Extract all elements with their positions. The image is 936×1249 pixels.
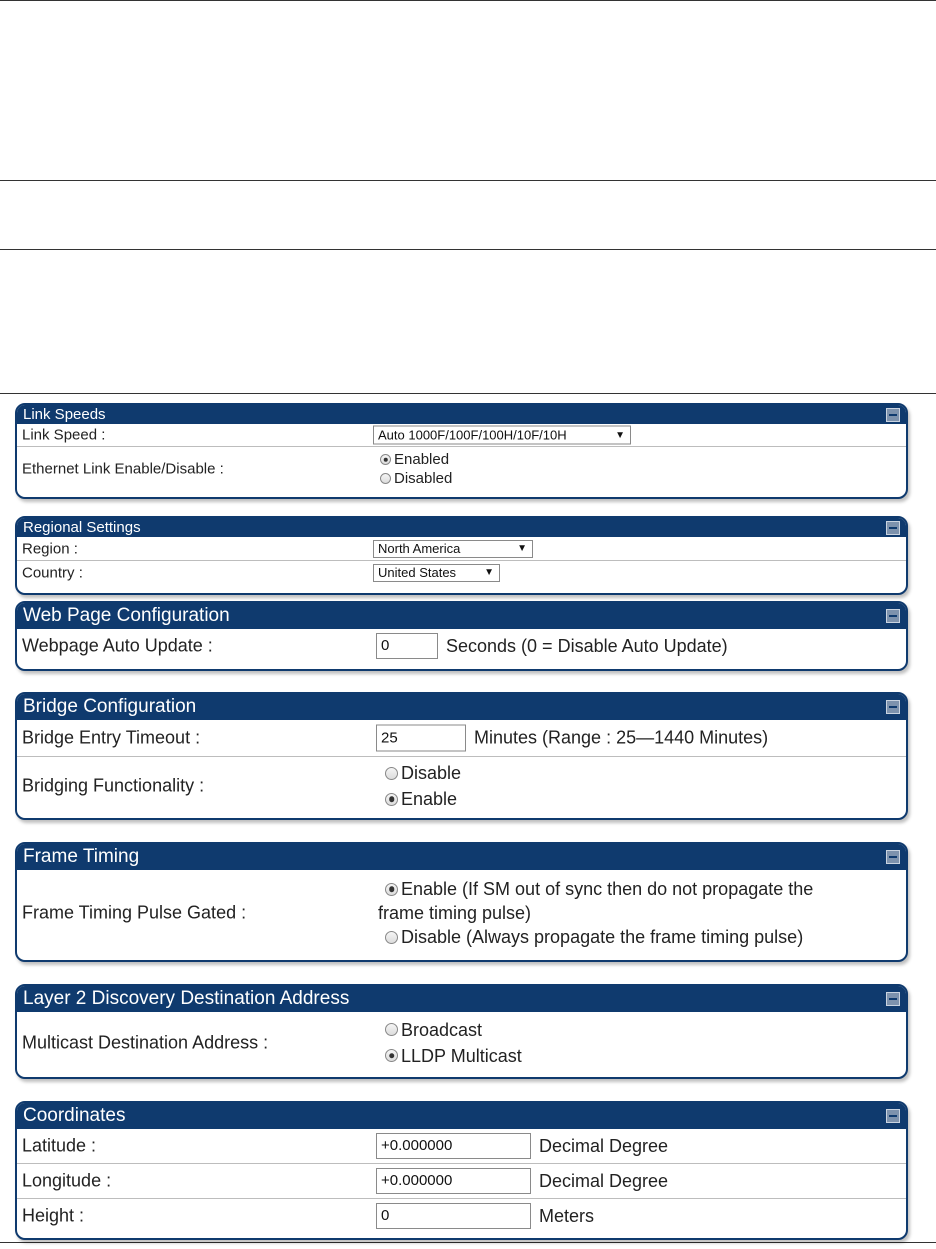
frame-timing-label: Frame Timing Pulse Gated :	[22, 902, 247, 923]
link-speed-row	[17, 424, 906, 447]
bridge-timeout-unit: Minutes (Range : 25—1440 Minutes)	[474, 727, 769, 748]
ethernet-link-row	[17, 447, 906, 491]
height-label: Height :	[22, 1205, 85, 1226]
panel-title: Link Speeds	[23, 406, 106, 423]
ethernet-disabled-radio[interactable]	[380, 469, 452, 488]
auto-update-label: Webpage Auto Update :	[22, 635, 213, 656]
divider	[0, 1242, 936, 1243]
radio-unchecked-icon	[380, 473, 391, 484]
bridging-functionality-label: Bridging Functionality :	[22, 775, 205, 796]
link-speeds-panel	[15, 403, 908, 499]
bridge-config-panel	[15, 692, 908, 820]
panel-header	[17, 405, 906, 424]
radio-label: Enable	[401, 789, 458, 809]
height-input[interactable]: 0	[376, 1203, 531, 1229]
radio-checked-icon	[385, 1049, 398, 1062]
lldp-multicast-radio[interactable]	[385, 1043, 522, 1069]
bridging-disable-radio[interactable]	[385, 760, 461, 786]
collapse-icon[interactable]	[886, 408, 900, 422]
chevron-down-icon: ▼	[484, 566, 494, 578]
coordinates-panel	[15, 1101, 908, 1240]
region-select[interactable]	[373, 540, 533, 558]
radio-checked-icon	[385, 793, 398, 806]
multicast-address-row	[17, 1012, 906, 1073]
latitude-input[interactable]: +0.000000	[376, 1133, 531, 1159]
regional-settings-panel	[15, 516, 908, 595]
ethernet-enabled-radio[interactable]	[380, 450, 449, 469]
divider	[0, 0, 936, 1]
collapse-icon[interactable]	[886, 609, 900, 623]
divider	[0, 393, 936, 394]
chevron-down-icon: ▼	[517, 542, 527, 554]
country-value: United States	[378, 564, 457, 580]
panel-header	[17, 986, 906, 1012]
radio-label-continued: frame timing pulse)	[378, 903, 532, 923]
layer2-discovery-panel	[15, 984, 908, 1079]
bridge-timeout-label: Bridge Entry Timeout :	[22, 727, 201, 748]
panel-header	[17, 844, 906, 870]
link-speed-select[interactable]	[373, 426, 631, 445]
collapse-icon[interactable]	[886, 992, 900, 1006]
radio-label: Disable (Always propagate the frame timing pulse)	[401, 927, 804, 947]
longitude-input[interactable]: +0.000000	[376, 1168, 531, 1194]
link-speed-label: Link Speed :	[22, 426, 106, 444]
region-row	[17, 537, 906, 561]
collapse-icon[interactable]	[886, 521, 900, 535]
broadcast-radio[interactable]	[385, 1017, 482, 1043]
frame-timing-disable-radio[interactable]	[378, 925, 803, 949]
height-unit: Meters	[539, 1205, 595, 1226]
radio-unchecked-icon	[385, 931, 398, 944]
height-row	[17, 1199, 906, 1233]
radio-label: Enable (If SM out of sync then do not propagate the	[401, 879, 814, 899]
auto-update-input[interactable]: 0	[376, 633, 438, 659]
bridge-timeout-row	[17, 720, 906, 757]
panel-title: Coordinates	[23, 1105, 126, 1126]
radio-unchecked-icon	[385, 1023, 398, 1036]
auto-update-row	[17, 629, 906, 663]
panel-title: Bridge Configuration	[23, 696, 197, 717]
country-row	[17, 561, 906, 584]
radio-checked-icon	[380, 454, 391, 465]
panel-title: Layer 2 Discovery Destination Address	[23, 988, 350, 1009]
divider	[0, 249, 936, 250]
auto-update-unit: Seconds (0 = Disable Auto Update)	[446, 635, 728, 656]
longitude-label: Longitude :	[22, 1170, 112, 1191]
bridging-enable-radio[interactable]	[385, 786, 457, 812]
frame-timing-row	[17, 870, 906, 956]
collapse-icon[interactable]	[886, 1109, 900, 1123]
frame-timing-enable-radio[interactable]	[378, 877, 813, 901]
divider	[0, 180, 936, 181]
panel-title: Web Page Configuration	[23, 605, 230, 626]
longitude-row	[17, 1164, 906, 1199]
bridge-timeout-input[interactable]: 25	[376, 725, 466, 752]
panel-title: Frame Timing	[23, 846, 140, 867]
frame-timing-panel	[15, 842, 908, 962]
radio-label: Disabled	[394, 470, 453, 487]
radio-label: Broadcast	[401, 1019, 483, 1040]
latitude-row	[17, 1129, 906, 1164]
link-speed-value: Auto 1000F/100F/100H/10F/10H	[378, 427, 567, 443]
radio-unchecked-icon	[385, 767, 398, 780]
panel-header	[17, 518, 906, 537]
ethernet-link-label: Ethernet Link Enable/Disable :	[22, 460, 224, 478]
radio-label: Enabled	[394, 451, 450, 468]
panel-header	[17, 603, 906, 629]
latitude-label: Latitude :	[22, 1135, 97, 1156]
panel-title: Regional Settings	[23, 519, 141, 536]
country-label: Country :	[22, 564, 83, 581]
region-value: North America	[378, 540, 461, 556]
web-page-config-panel	[15, 601, 908, 671]
collapse-icon[interactable]	[886, 850, 900, 864]
collapse-icon[interactable]	[886, 700, 900, 714]
latitude-unit: Decimal Degree	[539, 1135, 669, 1156]
region-label: Region :	[22, 540, 78, 557]
longitude-unit: Decimal Degree	[539, 1170, 669, 1191]
radio-label: LLDP Multicast	[401, 1045, 522, 1066]
radio-label: Disable	[401, 763, 462, 783]
bridging-functionality-row	[17, 757, 906, 815]
radio-checked-icon	[385, 883, 398, 896]
multicast-address-label: Multicast Destination Address :	[22, 1032, 269, 1052]
country-select[interactable]	[373, 564, 500, 582]
panel-header	[17, 694, 906, 720]
panel-header	[17, 1103, 906, 1129]
chevron-down-icon: ▼	[615, 429, 625, 441]
